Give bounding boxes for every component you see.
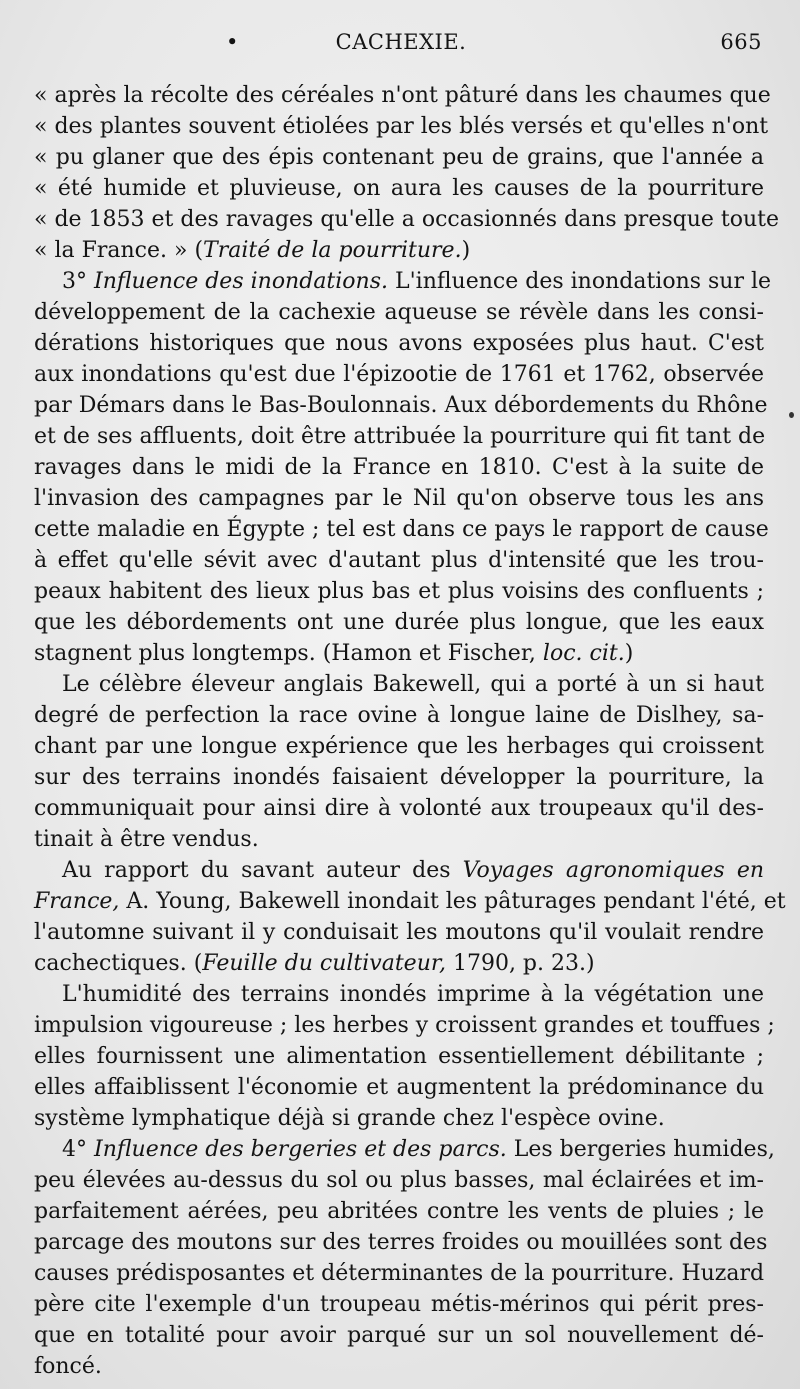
text-line <box>34 545 764 576</box>
text-segment: Le célèbre éleveur anglais Bakewell, qui a porté à un si haut <box>62 672 764 697</box>
text-segment: cette maladie en Égypte ; tel est dans ce pays le rapport de cause <box>34 517 769 542</box>
text-line <box>34 80 771 111</box>
text-line <box>34 917 764 948</box>
text-line <box>34 1165 764 1196</box>
text-segment: 3° <box>62 269 94 294</box>
text-segment: l'automne suivant il y conduisait les moutons qu'il voulait rendre <box>34 920 764 945</box>
text-segment: impulsion vigoureuse ; les herbes y croissent grandes et touffues ; <box>34 1013 775 1038</box>
text-segment: sur des terrains inondés faisaient développer la pourriture, la <box>34 765 764 790</box>
text-segment: communiquait pour ainsi dire à volonté aux troupeaux qu'il des- <box>34 796 764 821</box>
text-segment: l'invasion des campagnes par le Nil qu'on observe tous les ans <box>34 486 764 511</box>
text-segment: elles affaiblissent l'économie et augmentent la prédominance du <box>34 1075 764 1100</box>
text-segment: L'influence des inondations sur le <box>388 269 772 294</box>
text-line <box>34 359 764 390</box>
text-segment: par Démars dans le Bas-Boulonnais. Aux débordements du Rhône <box>34 393 768 418</box>
running-title: CACHEXIE. <box>335 30 467 54</box>
text-segment: elles fournissent une alimentation essentiellement débilitante ; <box>34 1044 764 1069</box>
text-segment: « la France. » ( <box>34 238 204 263</box>
italic-text: Voyages agronomiques en <box>462 858 765 883</box>
text-segment: père cite l'exemple d'un troupeau métis-mérinos qui périt pres- <box>34 1292 764 1317</box>
text-segment: « des plantes souvent étiolées par les blés versés et qu'elles n'ont <box>34 114 769 139</box>
text-segment: causes prédisposantes et déterminantes de la pourriture. Huzard <box>34 1261 765 1286</box>
text-segment: degré de perfection la race ovine à longue laine de Dislhey, sa- <box>34 703 764 728</box>
text-segment: « après la récolte des céréales n'ont pâturé dans les chaumes que <box>34 83 771 108</box>
text-segment: que les débordements ont une durée plus longue, que les eaux <box>34 610 764 635</box>
text-line <box>34 1072 764 1103</box>
text-line <box>34 1103 764 1134</box>
text-line <box>34 235 764 266</box>
page-number: 665 <box>720 30 762 54</box>
text-line <box>34 855 764 886</box>
text-line <box>34 421 764 452</box>
text-segment: à effet qu'elle sévit avec d'autant plus d'intensité que les trou- <box>34 548 764 573</box>
text-line <box>34 142 764 173</box>
text-line <box>34 297 764 328</box>
italic-text: loc. cit. <box>542 641 625 666</box>
text-line <box>34 1134 775 1165</box>
text-line <box>34 1010 775 1041</box>
text-line <box>34 731 764 762</box>
italic-text: Traité de la pourriture. <box>203 238 462 263</box>
text-segment: parcage des moutons sur des terres froides ou mouillées sont des <box>34 1230 768 1255</box>
text-line <box>34 514 769 545</box>
text-segment: système lymphatique déjà si grande chez l'espèce ovine. <box>34 1106 665 1131</box>
text-line <box>34 1320 764 1351</box>
text-line <box>34 390 768 421</box>
text-segment: ) <box>624 641 634 666</box>
text-segment: ) <box>461 238 471 263</box>
text-segment: peaux habitent des lieux plus bas et plus voisins des confluents ; <box>34 579 764 604</box>
text-segment: « de 1853 et des ravages qu'elle a occasionnés dans presque toute <box>34 207 780 232</box>
text-line <box>34 948 764 979</box>
text-line <box>34 886 786 917</box>
text-segment: ravages dans le midi de la France en 1810. C'est à la suite de <box>34 455 764 480</box>
text-segment: A. Young, Bakewell inondait les pâturages pendant l'été, et <box>119 889 786 914</box>
text-line <box>34 1196 764 1227</box>
text-line <box>34 204 780 235</box>
text-segment: peu élevées au-dessus du sol ou plus basses, mal éclairées et im- <box>34 1168 764 1193</box>
text-segment: 1790, p. 23.) <box>445 951 595 976</box>
italic-text: France, <box>34 889 120 914</box>
text-line <box>34 824 764 855</box>
text-line <box>34 111 769 142</box>
text-segment: Au rapport du savant auteur des <box>62 858 463 883</box>
text-line <box>34 452 764 483</box>
text-line <box>34 266 772 297</box>
text-line <box>34 1289 764 1320</box>
text-line <box>34 700 764 731</box>
italic-text: Feuille du cultivateur, <box>202 951 446 976</box>
body-text <box>34 80 786 1382</box>
italic-text: Influence des inondations. <box>94 269 389 294</box>
text-line <box>34 1258 764 1289</box>
text-line <box>34 1351 764 1382</box>
text-segment: que en totalité pour avoir parqué sur un sol nouvellement dé- <box>34 1323 764 1348</box>
text-line <box>34 762 764 793</box>
text-line <box>34 638 764 669</box>
text-segment: et de ses affluents, doit être attribuée la pourriture qui fit tant de <box>34 424 766 449</box>
text-line <box>34 793 764 824</box>
text-segment: parfaitement aérées, peu abritées contre les vents de pluies ; le <box>34 1199 764 1224</box>
text-segment: 4° <box>62 1137 94 1162</box>
text-segment: « été humide et pluvieuse, on aura les causes de la pourriture <box>34 176 764 201</box>
text-line <box>34 1227 768 1258</box>
text-line <box>34 328 764 359</box>
italic-text: Influence des bergeries et des parcs. <box>94 1137 507 1162</box>
text-segment: développement de la cachexie aqueuse se révèle dans les consi- <box>34 300 764 325</box>
print-speck <box>789 412 794 418</box>
text-line <box>34 483 764 514</box>
text-segment: tinait à être vendus. <box>34 827 259 852</box>
text-line <box>34 173 764 204</box>
text-segment: foncé. <box>34 1354 102 1379</box>
text-segment: Les bergeries humides, <box>506 1137 775 1162</box>
text-segment: stagnent plus longtemps. (Hamon et Fischer, <box>34 641 543 666</box>
text-segment: chant par une longue expérience que les herbages qui croissent <box>34 734 764 759</box>
text-segment: L'humidité des terrains inondés imprime à la végétation une <box>62 982 764 1007</box>
text-segment: cachectiques. ( <box>34 951 203 976</box>
text-line <box>34 669 764 700</box>
text-segment: aux inondations qu'est due l'épizootie de 1761 et 1762, observée <box>34 362 764 387</box>
header-bullet: • <box>226 30 239 54</box>
text-line <box>34 576 764 607</box>
text-line <box>34 979 764 1010</box>
running-header <box>40 30 762 64</box>
text-segment: « pu glaner que des épis contenant peu de grains, que l'année a <box>34 145 764 170</box>
text-line <box>34 607 764 638</box>
text-segment: dérations historiques que nous avons exposées plus haut. C'est <box>34 331 764 356</box>
text-line <box>34 1041 764 1072</box>
